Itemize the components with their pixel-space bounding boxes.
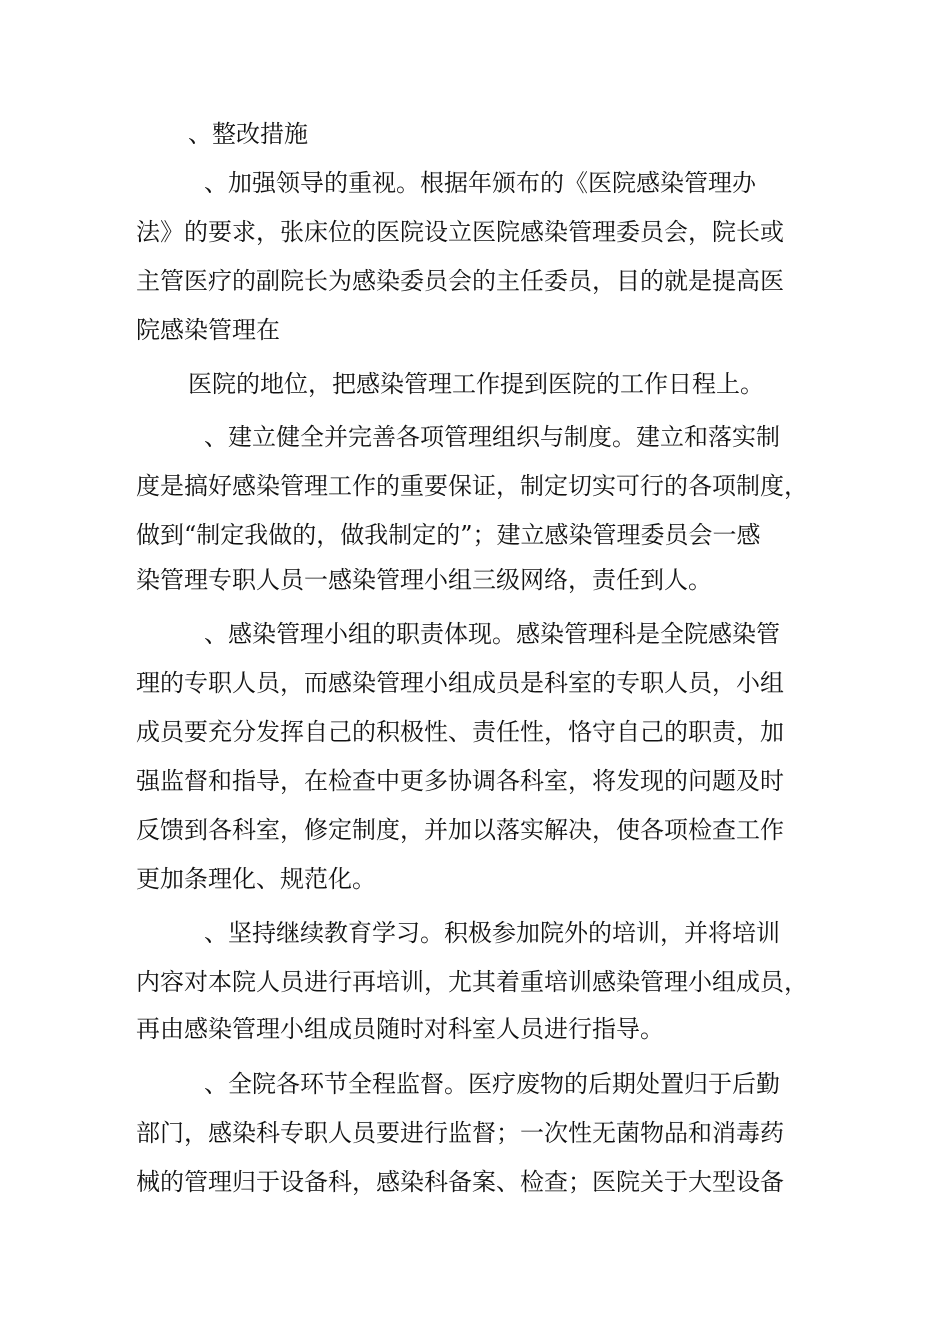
paragraph-line: 度是搞好感染管理工作的重要保证，制定切实可行的各项制度， <box>136 472 808 500</box>
paragraph-line: 成员要充分发挥自己的积极性、责任性，恪守自己的职责，加 <box>136 718 784 746</box>
paragraph-line: 、全院各环节全程监督。医疗废物的后期处置归于后勤 <box>204 1070 780 1098</box>
paragraph-line: 院感染管理在 <box>136 316 280 344</box>
paragraph-line: 反馈到各科室，修定制度，并加以落实解决，使各项检查工作 <box>136 816 784 844</box>
paragraph-line: 法》的要求，张床位的医院设立医院感染管理委员会，院长或 <box>136 218 784 246</box>
paragraph-line: 再由感染管理小组成员随时对科室人员进行指导。 <box>136 1015 664 1043</box>
paragraph-line: 、感染管理小组的职责体现。感染管理科是全院感染管 <box>204 620 780 648</box>
paragraph-line: 更加条理化、规范化。 <box>136 865 376 893</box>
section-heading: 、整改措施 <box>188 120 308 148</box>
paragraph-line: 、加强领导的重视。根据年颁布的《医院感染管理办 <box>204 169 756 197</box>
paragraph-line: 主管医疗的副院长为感染委员会的主任委员，目的就是提高医 <box>136 267 784 295</box>
paragraph-line: 理的专职人员，而感染管理小组成员是科室的专职人员，小组 <box>136 669 784 697</box>
paragraph-line: 械的管理归于设备科，感染科备案、检查；医院关于大型设备 <box>136 1168 784 1196</box>
paragraph-line: 内容对本院人员进行再培训，尤其着重培训感染管理小组成员， <box>136 968 808 996</box>
paragraph-line: 染管理专职人员一感染管理小组三级网络，责任到人。 <box>136 566 712 594</box>
paragraph-line: 部门，感染科专职人员要进行监督；一次性无菌物品和消毒药 <box>136 1119 784 1147</box>
paragraph-line: 、坚持继续教育学习。积极参加院外的培训，并将培训 <box>204 919 780 947</box>
paragraph-line: 做到“制定我做的，做我制定的”；建立感染管理委员会一感 <box>136 521 761 549</box>
paragraph-line: 医院的地位，把感染管理工作提到医院的工作日程上。 <box>188 370 764 398</box>
paragraph-line: 、建立健全并完善各项管理组织与制度。建立和落实制 <box>204 423 780 451</box>
paragraph-line: 强监督和指导，在检查中更多协调各科室，将发现的问题及时 <box>136 767 784 795</box>
